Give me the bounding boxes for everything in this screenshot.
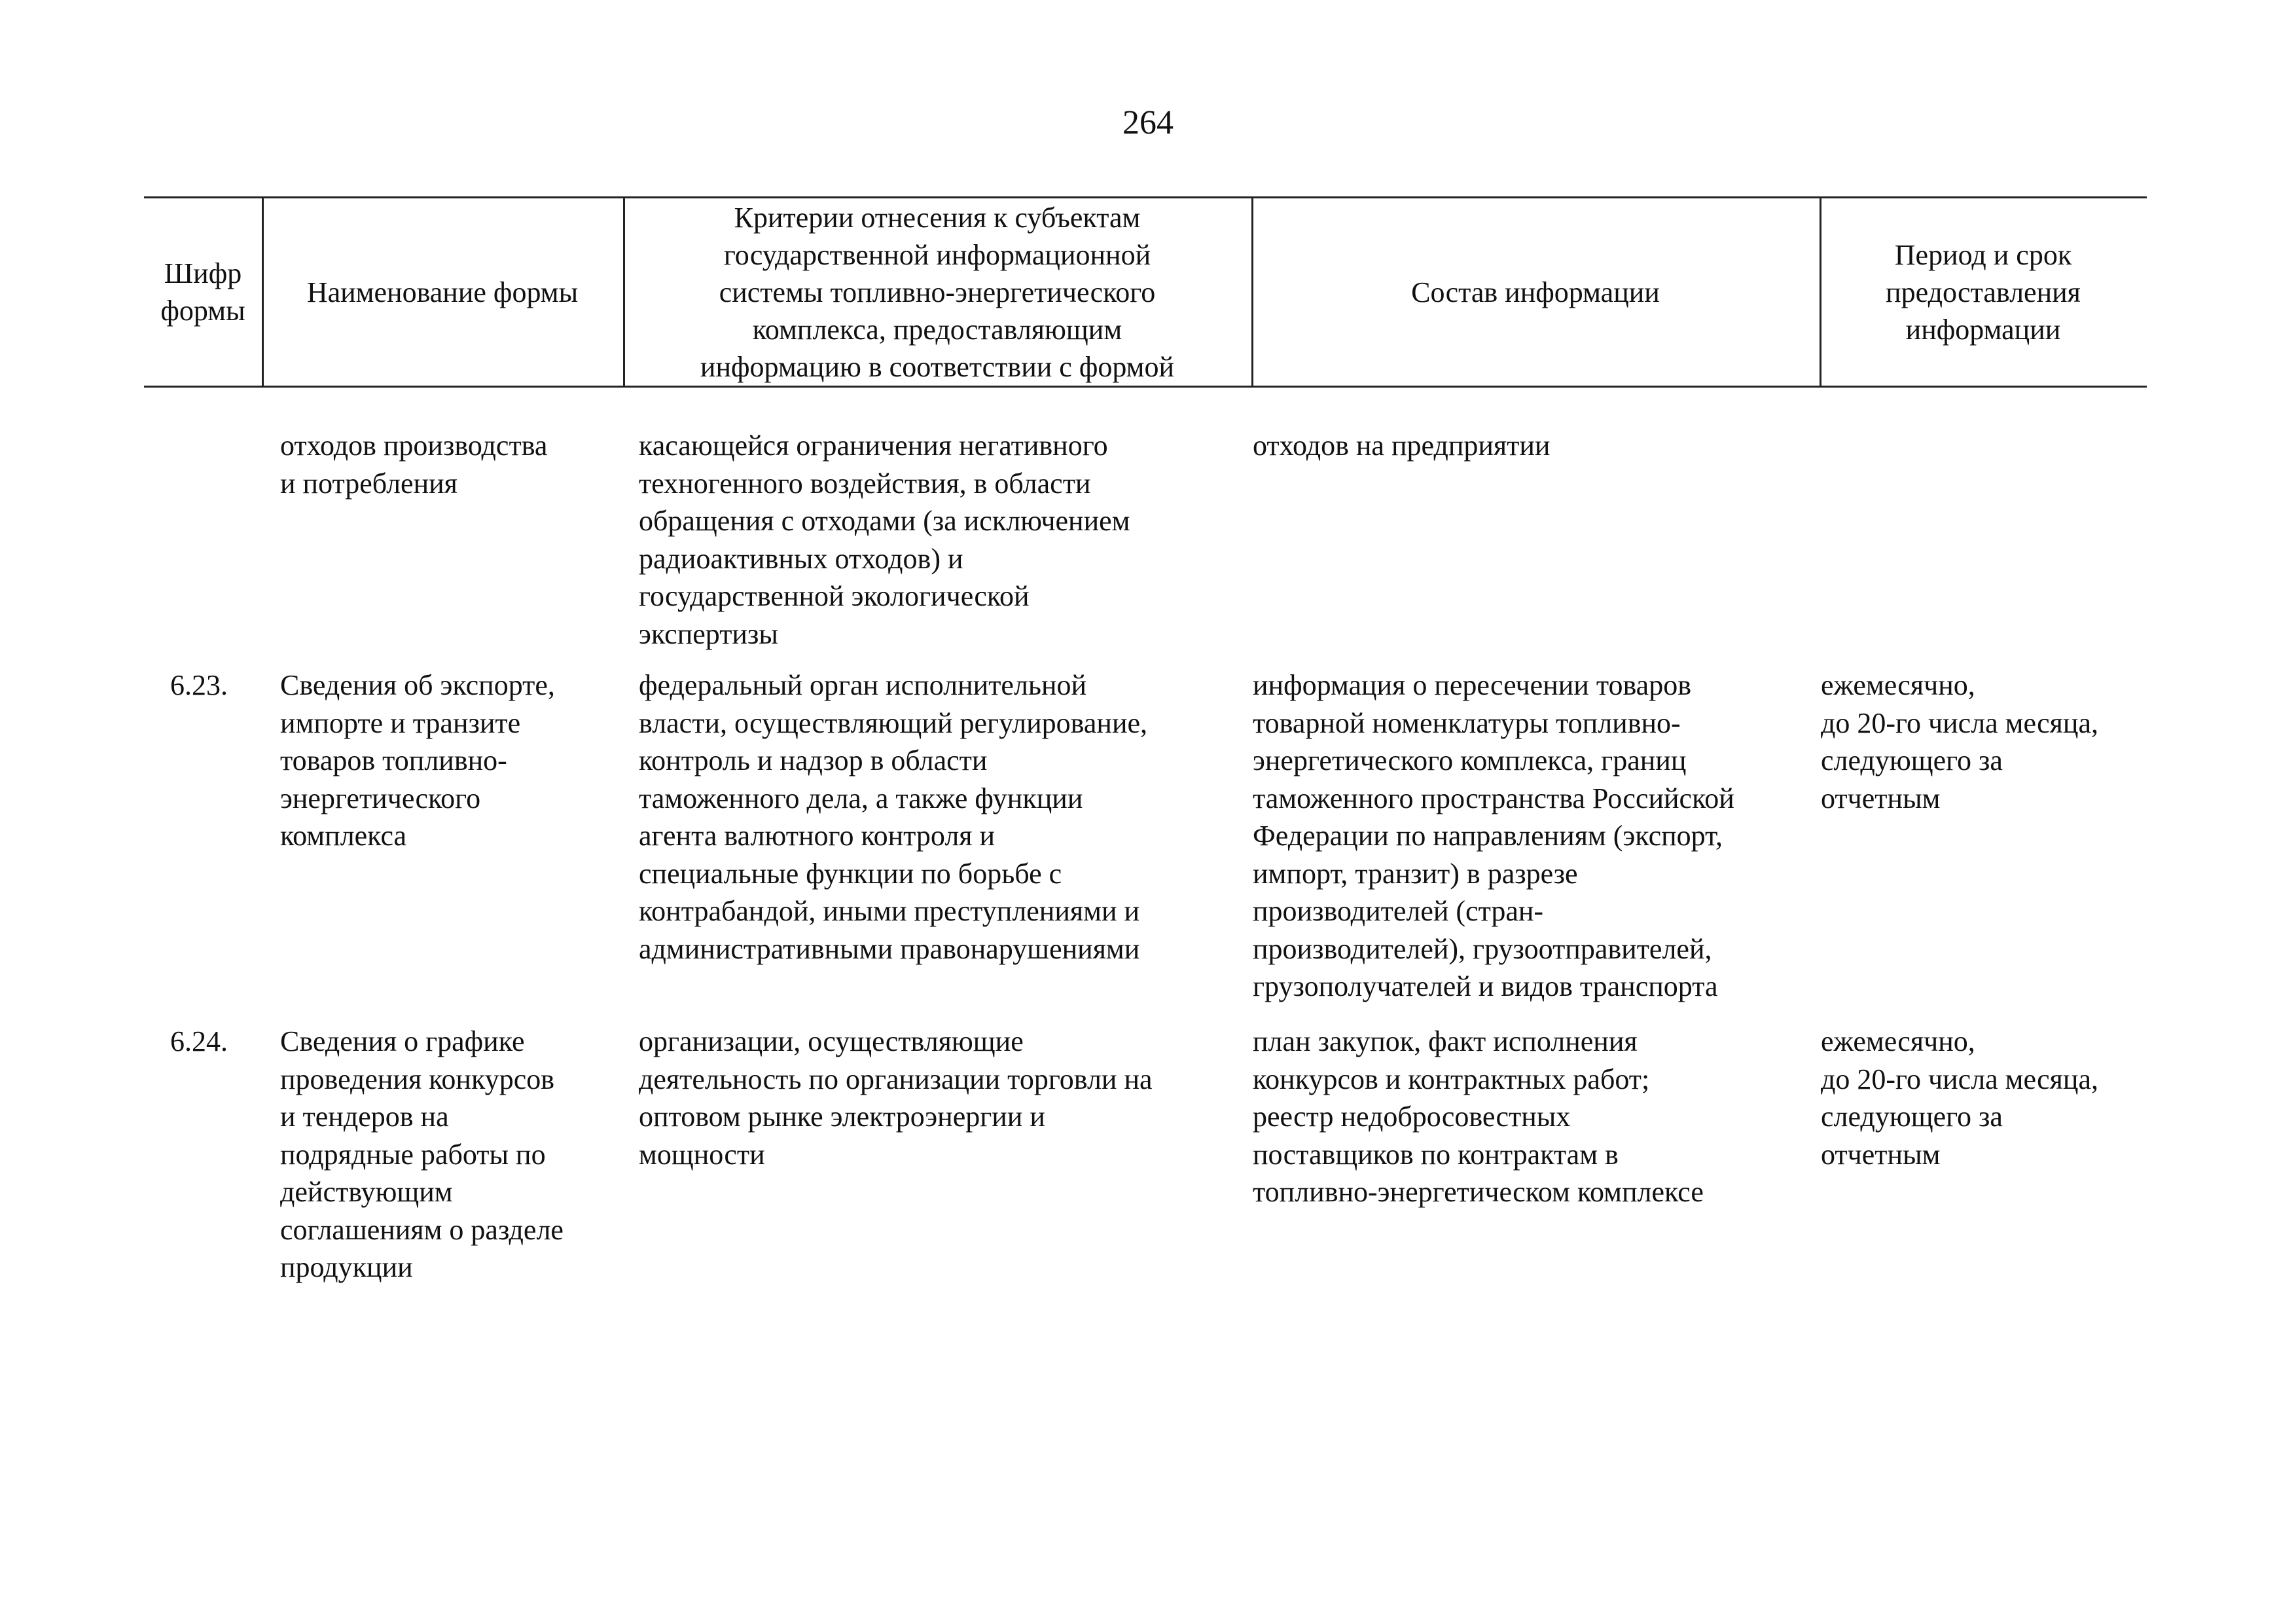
row-period: ежемесячно, до 20-го числа месяца, следующего за отчетным	[1821, 1025, 2098, 1171]
row-info: информация о пересечении товаров товарной номенклатуры топливно- энергетического комплекса, границ таможенного пространства Российской Федерации по направлениям (экспорт, импорт, транзит) в разрезе производителей (стран- производителей), грузоотправителей, грузополучателей и видов транспорта	[1253, 669, 1734, 1002]
header-code: Шифр формы	[160, 257, 245, 327]
header-name: Наименование формы	[306, 276, 579, 308]
row-criteria: организации, осуществляющие деятельность по организации торговли на оптовом рынке электроэнергии и мощности	[639, 1025, 1153, 1171]
table-row	[144, 666, 2147, 1007]
row-info: отходов на предприятии	[1253, 429, 1551, 462]
row-criteria: касающейся ограничения негативного техногенного воздействия, в области обращения с отходами (за исключением радиоактивных отходов) и государственной экологической экспертизы	[639, 429, 1130, 650]
row-code: 6.24.	[170, 1025, 228, 1057]
header-criteria: Критерии отнесения к субъектам государственной информационной системы топливно-энергетического комплекса, предоставляющим информацию в соответствии с формой	[700, 201, 1175, 383]
data-table	[144, 196, 2147, 1283]
row-code: 6.23.	[170, 669, 228, 701]
table-row	[144, 427, 2147, 650]
table-header	[144, 196, 2147, 388]
header-period: Период и срок предоставления информации	[1886, 238, 2081, 346]
row-info: план закупок, факт исполнения конкурсов и контрактных работ; реестр недобросовестных поставщиков по контрактам в топливно-энергетическом комплексе	[1253, 1025, 1704, 1208]
row-name: Сведения об экспорте, импорте и транзите товаров топливно- энергетического комплекса	[280, 669, 555, 852]
row-period: ежемесячно, до 20-го числа месяца, следующего за отчетным	[1821, 669, 2098, 814]
row-name: Сведения о графике проведения конкурсов и тендеров на подрядные работы по действующим соглашениям о разделе продукции	[280, 1025, 564, 1283]
table-row	[144, 1023, 2147, 1298]
row-name: отходов производства и потребления	[280, 429, 548, 500]
row-criteria: федеральный орган исполнительной власти, осуществляющий регулирование, контроль и надзор в области таможенного дела, а также функции агента валютного контроля и специальные функции по борьбе с контрабандой, иными преступлениями и административными правонарушениями	[639, 669, 1148, 965]
page-number: 264	[1122, 104, 1174, 141]
header-info: Состав информации	[1411, 276, 1660, 308]
